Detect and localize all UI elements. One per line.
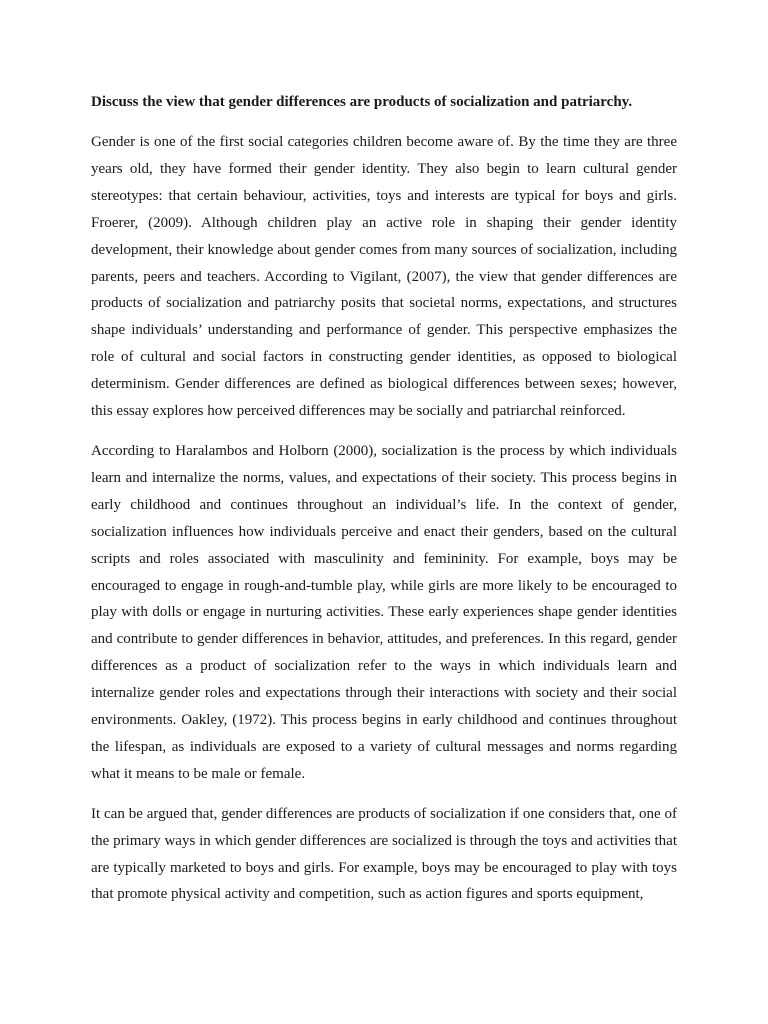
document-page	[91, 91, 677, 921]
paragraph-3: It can be argued that, gender differences are products of socialization if one considers that, one of the primary ways in which gender differences are socialized is through the toys and activities that are typically marketed to boys and girls. For example, boys may be encouraged to play with toys that promote physical activity and competition, such as action figures and sports equipment,	[91, 805, 677, 903]
paragraph-2: According to Haralambos and Holborn (2000), socialization is the process by which individuals learn and internalize the norms, values, and expectations of their society. This process begins in early childhood and continues throughout an individual’s life. In the context of gender, socialization influences how individuals perceive and enact their genders, based on the cultural scripts and roles associated with masculinity and femininity. For example, boys may be encouraged to engage in rough-and-tumble play, while girls are more likely to be encouraged to play with dolls or engage in nurturing activities. These early experiences shape gender identities and contribute to gender differences in behavior, attitudes, and preferences. In this regard, gender differences as a product of socialization refer to the ways in which individuals learn and internalize gender roles and expectations through their interactions with society and their social environments. Oakley, (1972). This process begins in early childhood and continues throughout the lifespan, as individuals are exposed to a variety of cultural messages and norms regarding what it means to be male or female.	[91, 442, 677, 782]
essay-title: Discuss the view that gender differences are products of socialization and patriarchy.	[91, 94, 633, 110]
paragraph-1: Gender is one of the first social categories children become aware of. By the time they are three years old, they have formed their gender identity. They also begin to learn cultural gender stereotypes: that certain behaviour, activities, toys and interests are typical for boys and girls. Froerer, (2009). Although children play an active role in shaping their gender identity development, their knowledge about gender comes from many sources of socialization, including parents, peers and teachers. According to Vigilant, (2007), the view that gender differences are products of socialization and patriarchy posits that societal norms, expectations, and structures shape individuals’ understanding and performance of gender. This perspective emphasizes the role of cultural and social factors in constructing gender identities, as opposed to biological determinism. Gender differences are defined as biological differences between sexes; however, this essay explores how perceived differences may be socially and patriarchal reinforced.	[91, 134, 677, 420]
